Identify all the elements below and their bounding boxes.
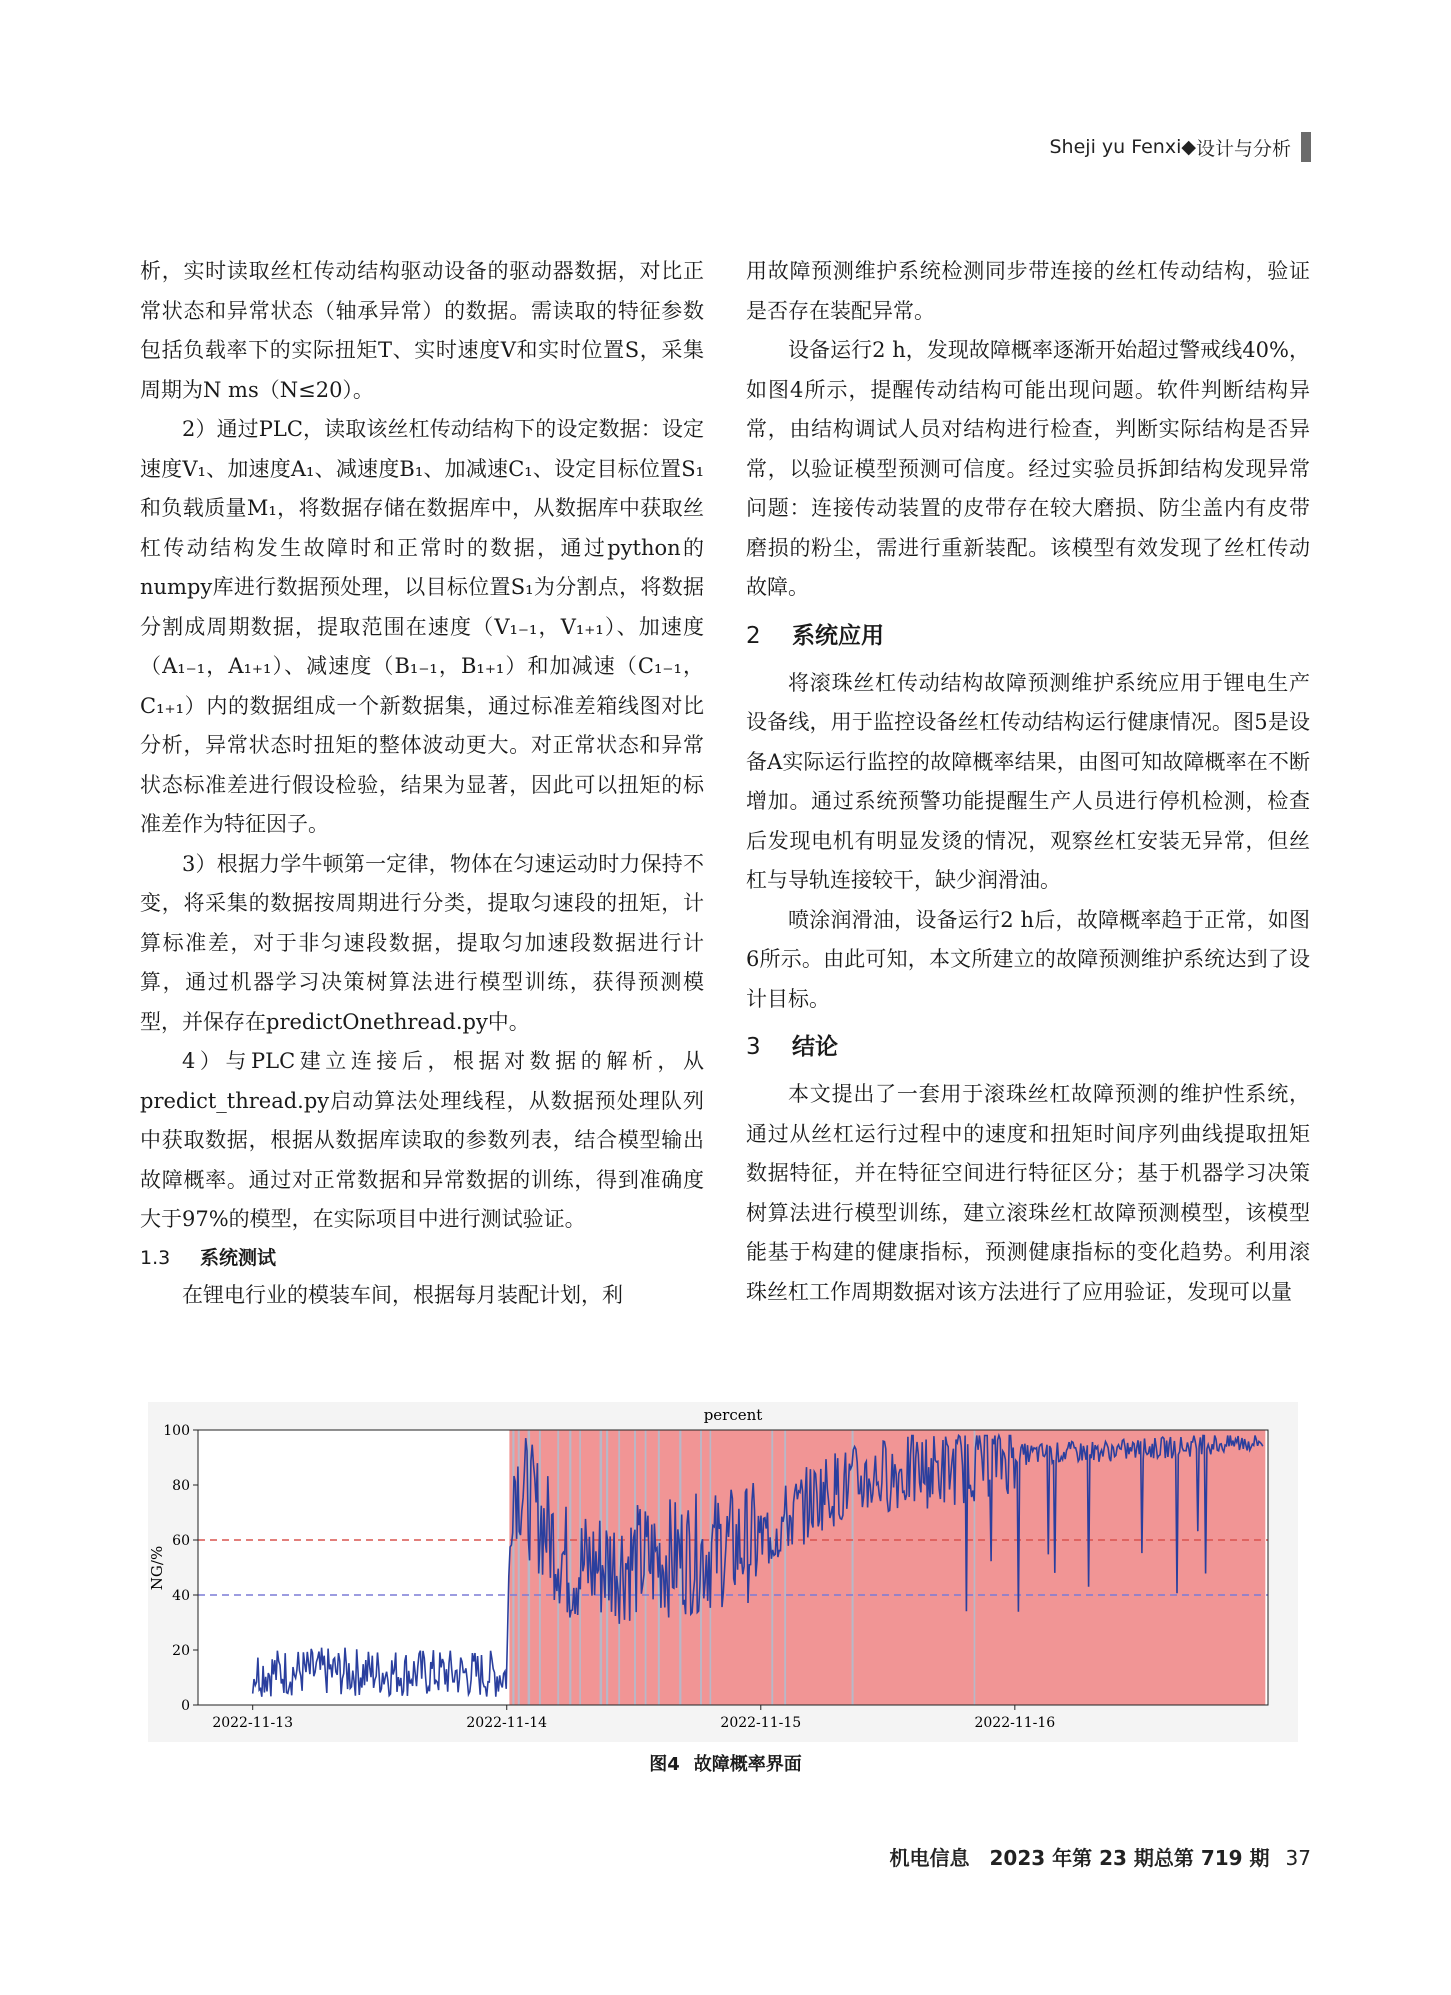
figure-label: 图4 (649, 1754, 680, 1775)
subsection-title: 系统测试 (200, 1246, 277, 1269)
subsection-number: 1.3 (140, 1246, 171, 1269)
right-column (746, 252, 1310, 1312)
x-tick-label: 2022-11-13 (212, 1715, 294, 1731)
paragraph: 用故障预测维护系统检测同步带连接的丝杠传动结构，验证是否存在装配异常。 (746, 259, 1310, 323)
left-column (140, 252, 704, 1315)
paragraph: 在锂电行业的模装车间，根据每月装配计划，利 (182, 1282, 623, 1307)
x-tick-label: 2022-11-15 (720, 1715, 802, 1731)
section-name: 设计与分析 (1195, 137, 1291, 160)
paragraph: 3）根据力学牛顿第一定律，物体在匀速运动时力保持不变，将采集的数据按周期进行分类，提取匀速段的扭矩，计算标准差，对于非匀速段数据，提取匀加速段数据进行计算，通过机器学习决策树算法进行模型训练，获得预测模型，并保存在predictOnethread.py中。 (140, 851, 704, 1034)
paragraph: 设备运行2 h，发现故障概率逐渐开始超过警戒线40%，如图4所示，提醒传动结构可能出现问题。软件判断结构异常，由结构调试人员对结构进行检查，判断实际结构是否异常，以验证模型预测可信度。经过实验员拆卸结构发现异常问题：连接传动装置的皮带存在较大磨损、防尘盖内有皮带磨损的粉尘，需进行重新装配。该模型有效发现了丝杠传动故障。 (746, 338, 1310, 599)
section-number: 3 (746, 1034, 761, 1060)
y-tick-label: 20 (172, 1643, 190, 1659)
paragraph: 2）通过PLC，读取该丝杠传动结构下的设定数据：设定速度V₁、加速度A₁、减速度B₁、加减速C₁、设定目标位置S₁和负载质量M₁，将数据存储在数据库中，从数据库中获取丝杠传动结构发生故障时和正常时的数据，通过python的numpy库进行数据预处理，以目标位置S₁为分割点，将数据分割成周期数据，提取范围在速度（V₁₋₁，V₁₊₁）、加速度（A₁₋₁，A₁₊₁）、减速度（B₁₋₁，B₁₊₁）和加减速（C₁₋₁，C₁₊₁）内的数据组成一个新数据集，通过标准差箱线图对比分析，异常状态时扭矩的整体波动更大。对正常状态和异常状态标准差进行假设检验，结果为显著，因此可以扭矩的标准差作为特征因子。 (140, 417, 704, 836)
paragraph: 4）与PLC建立连接后，根据对数据的解析，从predict_thread.py启动算法处理线程，从数据预处理队列中获取数据，根据从数据库读取的参数列表，结合模型输出故障概率。通过对正常数据和异常数据的训练，得到准确度大于97%的模型，在实际项目中进行测试验证。 (140, 1049, 704, 1231)
x-tick-label: 2022-11-14 (466, 1715, 548, 1731)
header-bar (1301, 132, 1311, 162)
y-tick-label: 0 (181, 1698, 190, 1714)
paragraph: 将滚珠丝杠传动结构故障预测维护系统应用于锂电生产设备线，用于监控设备丝杠传动结构运行健康情况。图5是设备A实际运行监控的故障概率结果，由图可知故障概率在不断增加。通过系统预警功能提醒生产人员进行停机检测，检查后发现电机有明显发烫的情况，观察丝杠安装无异常，但丝杠与导轨连接较干，缺少润滑油。 (746, 670, 1310, 892)
paragraph: 析，实时读取丝杠传动结构驱动设备的驱动器数据，对比正常状态和异常状态（轴承异常）的数据。需读取的特征参数包括负载率下的实际扭矩T、实时速度V和实时位置S，采集周期为N ms（N≤20）。 (140, 259, 704, 402)
y-axis-label: NG/% (148, 1545, 166, 1591)
figure-caption (0, 1750, 1451, 1776)
paragraph: 本文提出了一套用于滚珠丝杠故障预测的维护性系统，通过从丝杠运行过程中的速度和扭矩时间序列曲线提取扭矩数据特征，并在特征空间进行特征区分；基于机器学习决策树算法进行模型训练，建立滚珠丝杠故障预测模型，该模型能基于构建的健康指标，预测健康指标的变化趋势。利用滚珠丝杠工作周期数据对该方法进行了应用验证，发现可以量 (746, 1082, 1310, 1304)
fault-probability-chart (148, 1402, 1298, 1742)
journal-pinyin: Sheji yu Fenxi (1049, 136, 1182, 158)
section-title: 结论 (792, 1034, 838, 1060)
page-footer (889, 1842, 1311, 1871)
figure-4 (148, 1402, 1298, 1746)
y-tick-label: 60 (172, 1533, 190, 1549)
subsection-heading (140, 1240, 704, 1276)
y-tick-label: 100 (163, 1423, 190, 1439)
section-number: 2 (746, 622, 761, 649)
diamond-icon: ◆ (1181, 136, 1196, 158)
x-tick-label: 2022-11-16 (974, 1715, 1056, 1731)
y-tick-label: 40 (172, 1588, 190, 1604)
section-heading (746, 1027, 1310, 1067)
section-title: 系统应用 (792, 622, 884, 649)
journal-issue: 机电信息 2023 年第 23 期总第 719 期 (889, 1846, 1270, 1870)
figure-caption-text: 故障概率界面 (693, 1754, 802, 1775)
section-heading (746, 616, 1310, 656)
y-tick-label: 80 (172, 1478, 190, 1494)
running-header (1050, 132, 1312, 162)
chart-title: percent (703, 1406, 763, 1424)
paragraph: 喷涂润滑油，设备运行2 h后，故障概率趋于正常，如图6所示。由此可知，本文所建立的故障预测维护系统达到了设计目标。 (746, 907, 1310, 1011)
page-number: 37 (1285, 1846, 1311, 1870)
